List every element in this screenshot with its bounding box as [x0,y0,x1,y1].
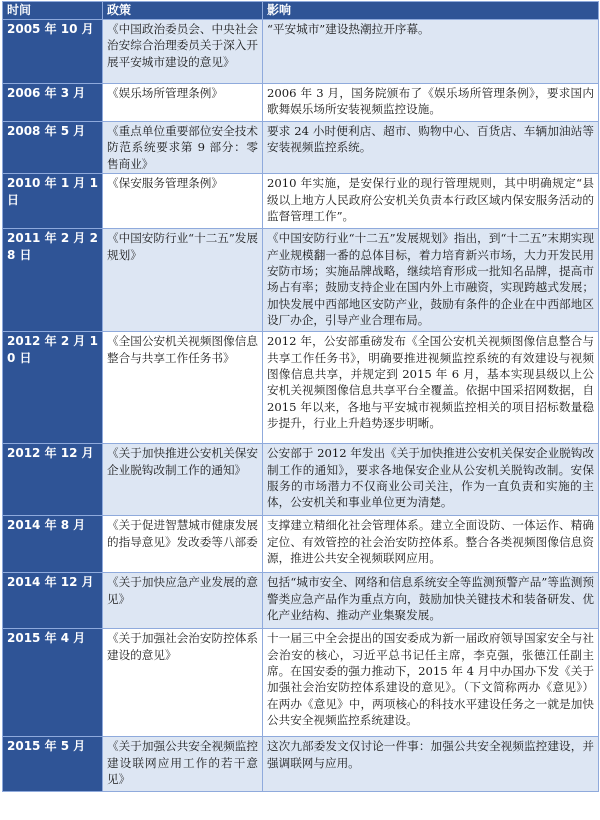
policy-cell: 《保安服务管理条例》 [103,174,263,229]
table-row [3,516,599,573]
policy-cell: 《重点单位重要部位安全技术防范系统要求第 9 部分：零售商业》 [103,122,263,174]
impact-cell: 2006 年 3 月，国务院颁布了《娱乐场所管理条例》，要求国内歌舞娱乐场所安装视频监控设施。 [263,84,599,122]
policy-cell: 《关于加强社会治安防控体系建设的意见》 [103,629,263,737]
policy-cell: 《中国安防行业“十二五”发展规划》 [103,229,263,332]
policy-cell: 《中国政治委员会、中央社会治安综合治理委员关于深入开展平安城市建设的意见》 [103,20,263,84]
impact-cell: 公安部于 2012 年发出《关于加快推进公安机关保安企业脱钩改制工作的通知》，要求各地保安企业从公安机关脱钩改制。安保服务的市场潜力不仅商业公司关注，作为一直负责和实施的主体，公安机关和事业单位更为清楚。 [263,444,599,516]
table-row [3,737,599,792]
impact-cell: 2010 年实施，是安保行业的现行管理规则，其中明确规定“县级以上地方人民政府公安机关负责本行政区域内保安服务活动的监督管理工作”。 [263,174,599,229]
time-cell: 2006 年 3 月 [3,84,103,122]
page [0,1,600,820]
time-cell: 2008 年 5 月 [3,122,103,174]
table-row [3,122,599,174]
table-row [3,332,599,444]
table-row [3,174,599,229]
table-row [3,84,599,122]
table-header-row [3,2,599,20]
time-cell: 2011 年 2 月 28 日 [3,229,103,332]
impact-cell: 2012 年，公安部重磅发布《全国公安机关视频图像信息整合与共享工作任务书》，明确要推进视频监控系统的有效建设与视频图像信息共享，并规定到 2015 年 6 月，基本实现县级以上公安机关视频图像信息共享平台全覆盖。依据中国采招网数据，自 2015 年以来，各地与平安城市视频监控相关的项目招标数量稳步提升，行业上升趋势逐步明晰。 [263,332,599,444]
policy-cell: 《全国公安机关视频图像信息整合与共享工作任务书》 [103,332,263,444]
table-row [3,229,599,332]
table-row [3,444,599,516]
policy-cell: 《关于加快推进公安机关保安企业脱钩改制工作的通知》 [103,444,263,516]
impact-cell: 这次九部委发文仅讨论一件事：加强公共安全视频监控建设，并强调联网与应用。 [263,737,599,792]
impact-cell: 《中国安防行业“十二五”发展规划》指出，到“十二五”末期实现产业规模翻一番的总体目标，着力培育新兴市场，大力开发民用安防市场；实施品牌战略，继续培育形成一批知名品牌，提高市场占有率；鼓励支持企业在国内外上市融资，实现跨越式发展；加快发展中西部地区安防产业，鼓励有条件的企业在中西部地区设厂办企，引导产业合理布局。 [263,229,599,332]
time-cell: 2012 年 2 月 10 日 [3,332,103,444]
impact-cell: 支撑建立精细化社会管理体系。建立全面设防、一体运作、精确定位、有效管控的社会治安防控体系。整合各类视频图像信息资源，推进公共安全视频联网应用。 [263,516,599,573]
time-cell: 2010 年 1 月 1 日 [3,174,103,229]
time-cell: 2014 年 8 月 [3,516,103,573]
header-impact: 影响 [263,2,599,20]
impact-cell: 十一届三中全会提出的国安委成为新一届政府领导国家安全与社会治安的核心，习近平总书记任主席，李克强，张德江任副主席。在国安委的强力推动下，2015 年 4 月中办国办下发《关于加强社会治安防控体系建设的意见》。（下文简称两办《意见》）在两办《意见》中，两项核心的科技水平建设任务之一就是加快公共安全视频监控系统建设。 [263,629,599,737]
policy-cell: 《关于促进智慧城市健康发展的指导意见》发改委等八部委 [103,516,263,573]
policy-cell: 《娱乐场所管理条例》 [103,84,263,122]
header-time: 时间 [3,2,103,20]
time-cell: 2014 年 12 月 [3,573,103,629]
table-row [3,629,599,737]
impact-cell: 包括“城市安全、网络和信息系统安全等监测预警产品”等监测预警类应急产品作为重点方向，鼓励加快关键技术和装备研发、优化产业结构、推动产业集聚发展。 [263,573,599,629]
time-cell: 2015 年 5 月 [3,737,103,792]
time-cell: 2015 年 4 月 [3,629,103,737]
policy-table [2,1,599,792]
time-cell: 2012 年 12 月 [3,444,103,516]
table-row [3,20,599,84]
impact-cell: 要求 24 小时便利店、超市、购物中心、百货店、车辆加油站等安装视频监控系统。 [263,122,599,174]
policy-cell: 《关于加快应急产业发展的意见》 [103,573,263,629]
header-policy: 政策 [103,2,263,20]
impact-cell: “平安城市”建设热潮拉开序幕。 [263,20,599,84]
time-cell: 2005 年 10 月 [3,20,103,84]
table-row [3,573,599,629]
policy-cell: 《关于加强公共安全视频监控建设联网应用工作的若干意见》 [103,737,263,792]
